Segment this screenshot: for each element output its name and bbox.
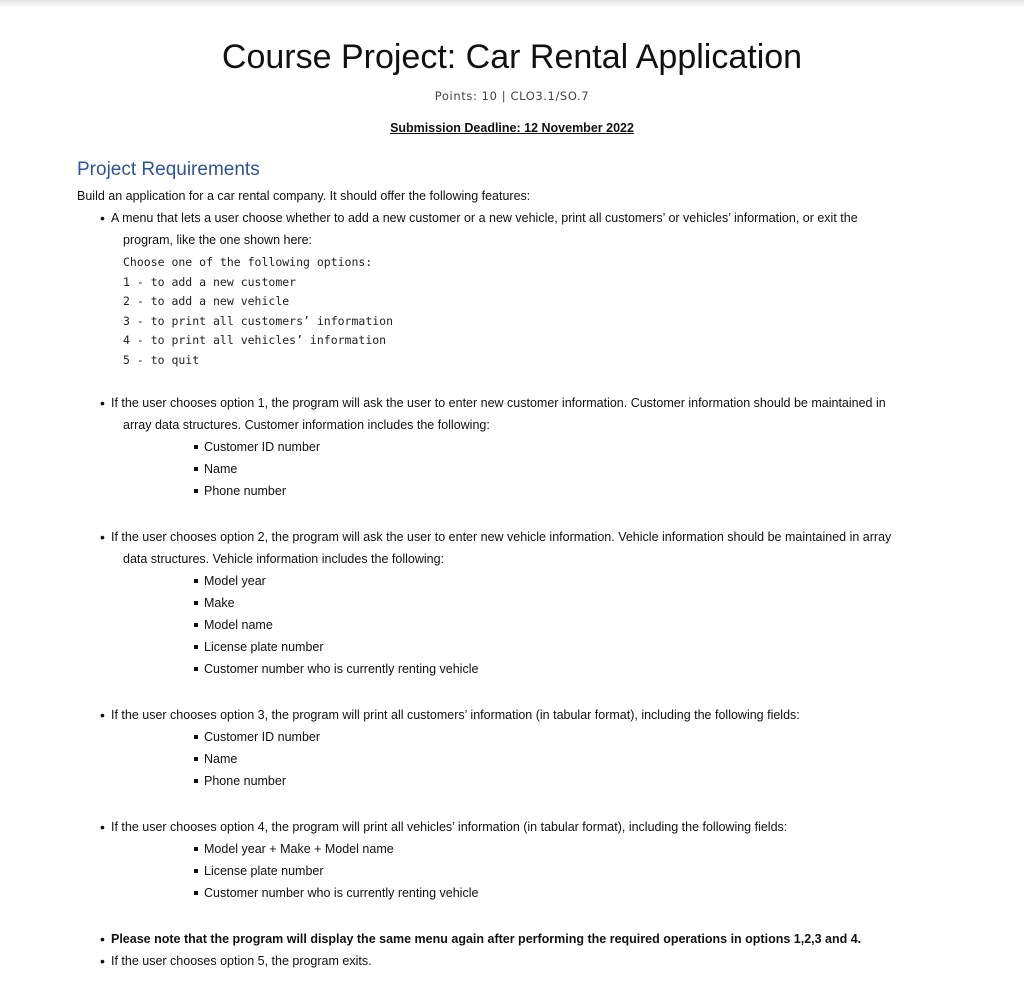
sub-item: Name	[194, 462, 237, 476]
square-bullet-icon	[194, 579, 198, 583]
square-bullet-icon	[194, 891, 198, 895]
square-bullet-icon	[194, 847, 198, 851]
sub-item: Customer ID number	[194, 730, 320, 744]
square-bullet-icon	[194, 601, 198, 605]
submission-deadline: Submission Deadline: 12 November 2022	[390, 121, 634, 135]
bullet-text-continued: array data structures. Customer information includes the following:	[123, 418, 490, 432]
square-bullet-icon	[194, 757, 198, 761]
sub-item: Customer number who is currently renting vehicle	[194, 886, 478, 900]
bullet-text: Please note that the program will display the same menu again after performing the required operations in options 1,2,3 and 4.	[111, 932, 862, 946]
sub-item: Phone number	[194, 484, 286, 498]
sub-item: Phone number	[194, 774, 286, 788]
bullet-dot-icon: •	[100, 395, 105, 411]
bullet-text: If the user chooses option 3, the program will print all customers’ information (in tabular format), including the following fields:	[111, 708, 800, 722]
section-heading: Project Requirements	[77, 159, 260, 180]
bullet-dot-icon: •	[100, 707, 105, 723]
bullet-dot-icon: •	[100, 819, 105, 835]
square-bullet-icon	[194, 869, 198, 873]
bullet-text-continued: program, like the one shown here:	[123, 233, 312, 247]
square-bullet-icon	[194, 445, 198, 449]
bullet-dot-icon: •	[100, 931, 105, 947]
bullet-text: If the user chooses option 4, the program will print all vehicles’ information (in tabular format), including the following fields:	[111, 820, 788, 834]
menu-code-line: 2 - to add a new vehicle	[123, 294, 290, 308]
square-bullet-icon	[194, 623, 198, 627]
menu-code-line: 3 - to print all customers’ information	[123, 314, 394, 328]
square-bullet-icon	[194, 489, 198, 493]
sub-item: Model year + Make + Model name	[194, 842, 394, 856]
points-line: Points: 10 | CLO3.1/SO.7	[434, 89, 590, 103]
menu-code-line: 1 - to add a new customer	[123, 275, 297, 289]
sub-item: Model name	[194, 618, 273, 632]
sub-item: Customer ID number	[194, 440, 320, 454]
bullet-dot-icon: •	[100, 953, 105, 969]
square-bullet-icon	[194, 667, 198, 671]
sub-item: Name	[194, 752, 237, 766]
sub-item: Model year	[194, 574, 266, 588]
bullet-dot-icon: •	[100, 529, 105, 545]
square-bullet-icon	[194, 779, 198, 783]
square-bullet-icon	[194, 467, 198, 471]
sub-item: License plate number	[194, 640, 324, 654]
menu-code-line: 4 - to print all vehicles’ information	[123, 333, 387, 347]
intro-paragraph: Build an application for a car rental company. It should offer the following features:	[77, 189, 531, 203]
menu-code-line: 5 - to quit	[123, 353, 200, 367]
bullet-dot-icon: •	[100, 210, 105, 226]
bullet-text: If the user chooses option 5, the program exits.	[111, 954, 372, 968]
menu-code-line: Choose one of the following options:	[123, 255, 373, 269]
sub-item: Customer number who is currently renting vehicle	[194, 662, 478, 676]
sub-item: License plate number	[194, 864, 324, 878]
bullet-text: If the user chooses option 2, the program will ask the user to enter new vehicle information. Vehicle information should be maintained in array	[111, 530, 892, 544]
document-title: Course Project: Car Rental Application	[221, 38, 803, 76]
square-bullet-icon	[194, 645, 198, 649]
square-bullet-icon	[194, 735, 198, 739]
sub-item: Make	[194, 596, 235, 610]
bullet-text-continued: data structures. Vehicle information includes the following:	[123, 552, 445, 566]
bullet-text: If the user chooses option 1, the program will ask the user to enter new customer information. Customer information should be maintained in	[111, 396, 886, 410]
bullet-text: A menu that lets a user choose whether to add a new customer or a new vehicle, print all customers’ or vehicles’ information, or exit the	[111, 211, 858, 225]
